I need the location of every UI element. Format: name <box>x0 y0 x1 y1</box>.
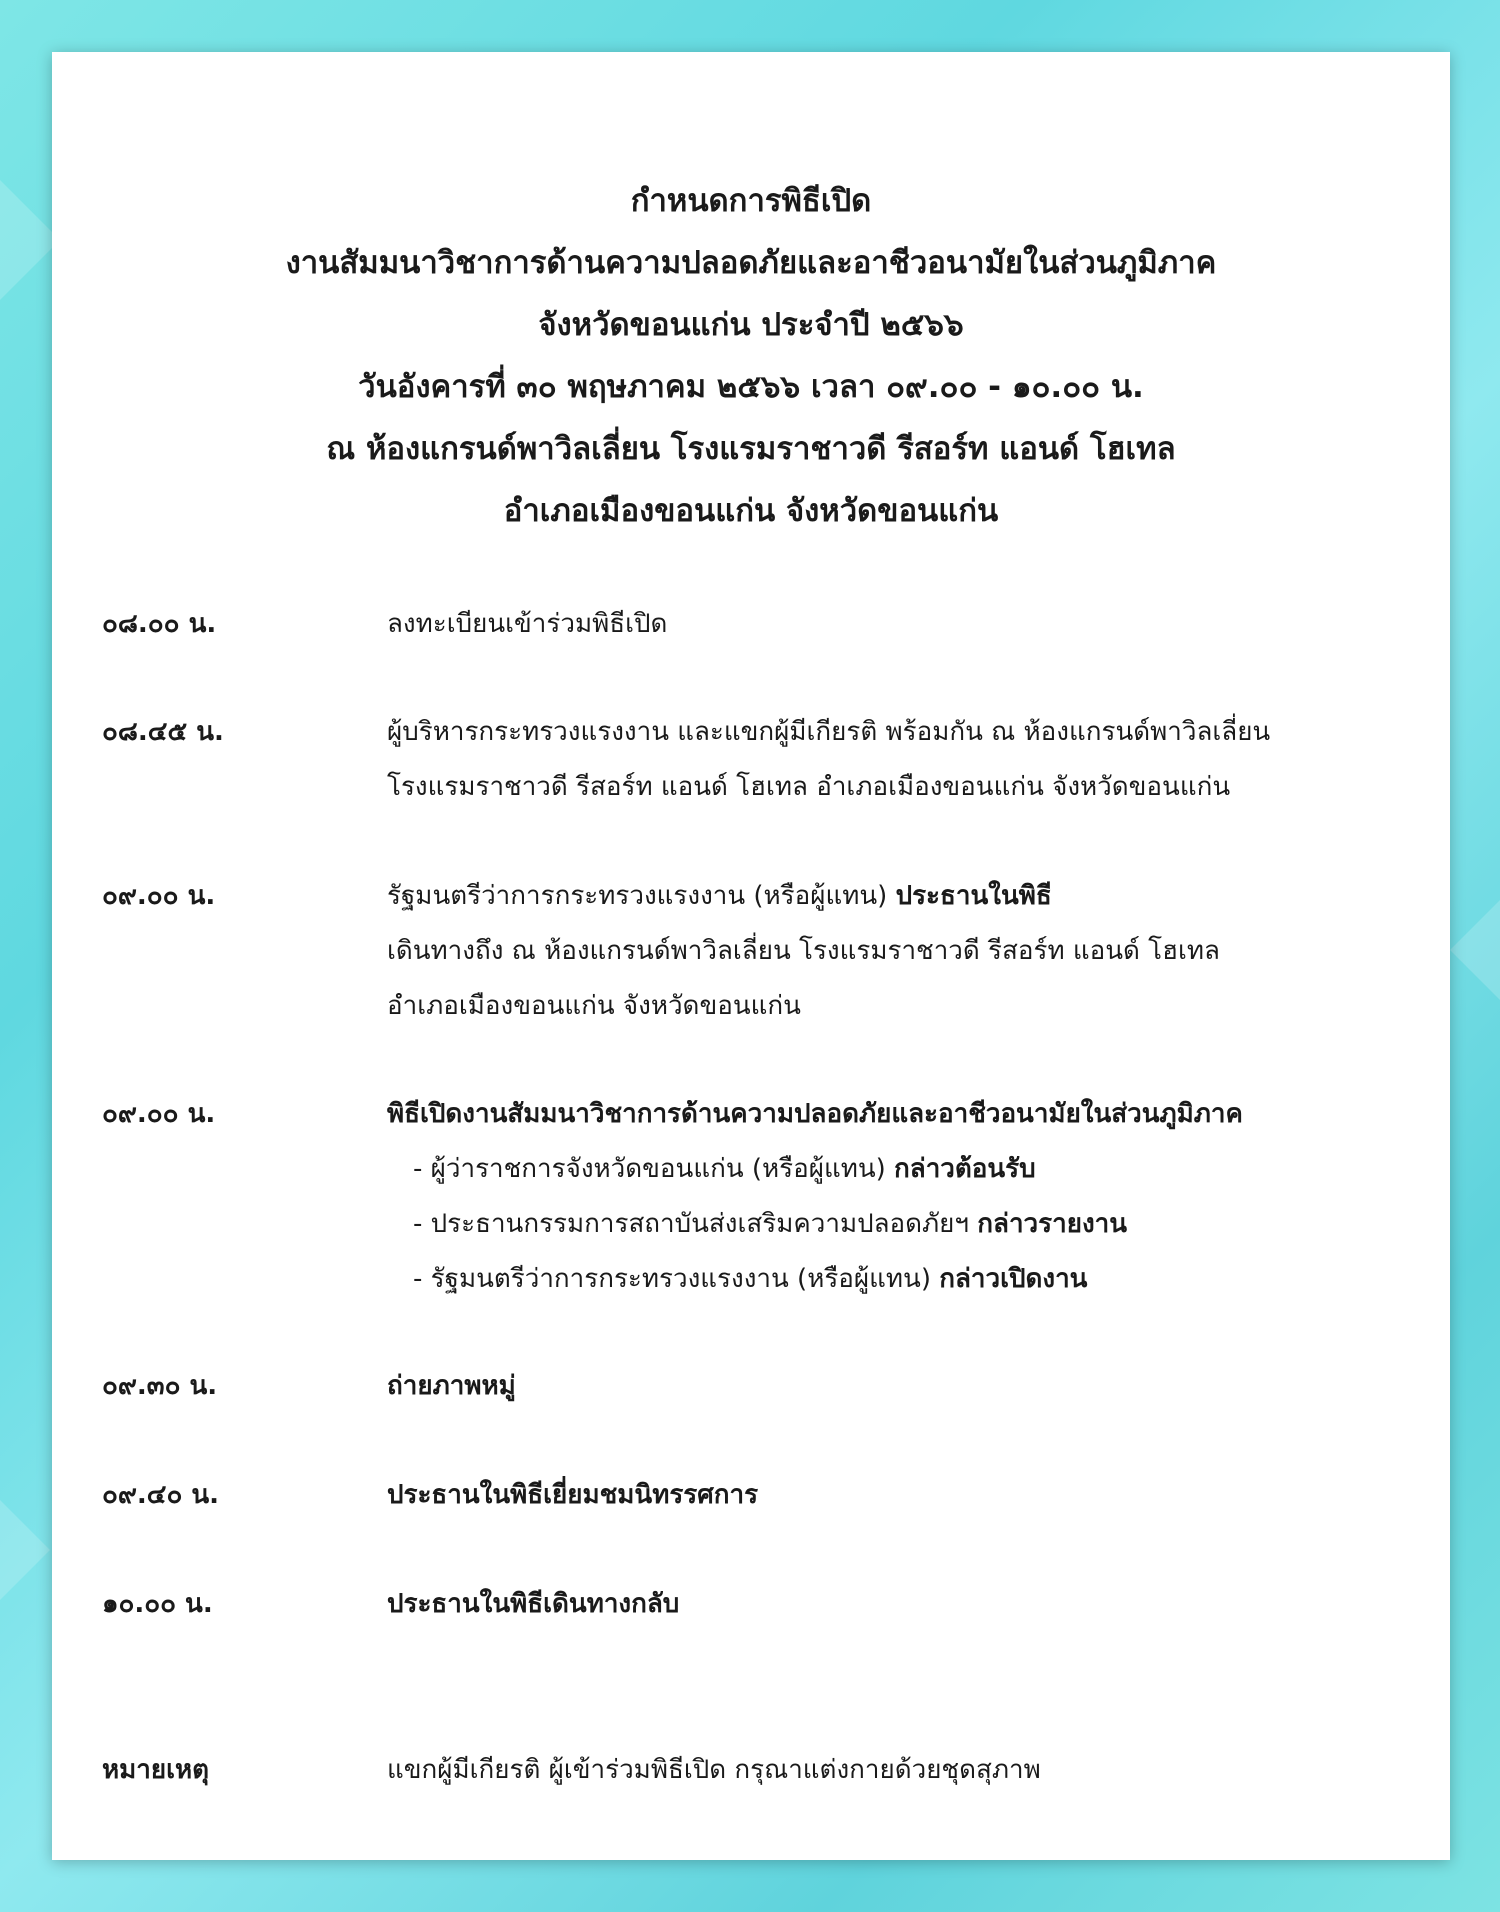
document-title: กำหนดการพิธีเปิด <box>630 183 872 219</box>
line-bold-text: กล่าวเปิดงาน <box>939 1264 1088 1294</box>
line-bold-text: กล่าวต้อนรับ <box>894 1154 1036 1184</box>
agenda-line <box>387 869 1427 924</box>
agenda-line <box>387 705 1427 760</box>
line-bold-text: ถ่ายภาพหมู่ <box>387 1371 516 1401</box>
line-bold-text: กล่าวรายงาน <box>977 1209 1128 1239</box>
line-text: - ผู้ว่าราชการจังหวัดขอนแก่น (หรือผู้แทน) <box>413 1154 895 1184</box>
event-date-time: วันอังคารที่ ๓๐ พฤษภาคม ๒๕๖๖ เวลา ๐๙.๐๐ - ๑๐.๐๐ น. <box>358 369 1144 405</box>
agenda-subitem <box>387 1252 1427 1307</box>
line-text: รัฐมนตรีว่าการกระทรวงแรงงาน (หรือผู้แทน) <box>387 881 896 911</box>
agenda-line <box>387 1468 1427 1523</box>
event-venue: ณ ห้องแกรนด์พาวิลเลี่ยน โรงแรมราชาวดี รีสอร์ท แอนด์ โฮเทล <box>326 431 1176 467</box>
agenda-time: ๐๙.๐๐ น. <box>102 881 216 911</box>
agenda-line <box>387 760 1427 815</box>
agenda-subitem <box>387 1197 1427 1252</box>
agenda-description <box>387 1468 1427 1523</box>
line-text: แขกผู้มีเกียรติ ผู้เข้าร่วมพิธีเปิด กรุณาแต่งกายด้วยชุดสุภาพ <box>387 1755 1041 1785</box>
line-text: ลงทะเบียนเข้าร่วมพิธีเปิด <box>387 609 668 639</box>
line-bold-text: พิธีเปิดงานสัมมนาวิชาการด้านความปลอดภัยและอาชีวอนามัยในส่วนภูมิภาค <box>387 1099 1243 1129</box>
agenda-description <box>387 869 1427 1034</box>
line-text: อำเภอเมืองขอนแก่น จังหวัดขอนแก่น <box>387 991 801 1021</box>
line-text: - ประธานกรรมการสถาบันส่งเสริมความปลอดภัยฯ <box>413 1209 978 1239</box>
agenda-line <box>387 979 1427 1034</box>
event-province-year: จังหวัดขอนแก่น ประจำปี ๒๕๖๖ <box>538 307 964 343</box>
document-header <box>52 170 1450 542</box>
agenda-time: ๐๙.๓๐ น. <box>102 1371 218 1401</box>
line-text: - รัฐมนตรีว่าการกระทรวงแรงงาน (หรือผู้แทน) <box>413 1264 940 1294</box>
remark-label: หมายเหตุ <box>102 1755 210 1785</box>
line-bold-text: ประธานในพิธี <box>895 881 1052 911</box>
agenda-description <box>387 1359 1427 1414</box>
line-bold-text: ประธานในพิธีเดินทางกลับ <box>387 1589 680 1619</box>
line-bold-text: ประธานในพิธีเยี่ยมชมนิทรรศการ <box>387 1480 759 1510</box>
agenda-line <box>387 924 1427 979</box>
agenda-line <box>387 1743 1427 1798</box>
agenda-description <box>387 705 1427 815</box>
agenda-time: ๐๘.๐๐ น. <box>102 609 217 639</box>
line-text: เดินทางถึง ณ ห้องแกรนด์พาวิลเลี่ยน โรงแรมราชาวดี รีสอร์ท แอนด์ โฮเทล <box>387 936 1220 966</box>
agenda-line <box>387 1577 1427 1632</box>
agenda-time: ๑๐.๐๐ น. <box>102 1589 213 1619</box>
agenda-description <box>387 1743 1427 1798</box>
document-page <box>52 52 1450 1860</box>
agenda-description <box>387 1087 1427 1307</box>
agenda-time: ๐๙.๔๐ น. <box>102 1480 220 1510</box>
line-text: ผู้บริหารกระทรวงแรงงาน และแขกผู้มีเกียรติ พร้อมกัน ณ ห้องแกรนด์พาวิลเลี่ยน <box>387 717 1271 747</box>
event-location: อำเภอเมืองขอนแก่น จังหวัดขอนแก่น <box>503 493 999 529</box>
line-text: โรงแรมราชาวดี รีสอร์ท แอนด์ โฮเทล อำเภอเมืองขอนแก่น จังหวัดขอนแก่น <box>387 772 1231 802</box>
agenda-subitem <box>387 1142 1427 1197</box>
event-name: งานสัมมนาวิชาการด้านความปลอดภัยและอาชีวอนามัยในส่วนภูมิภาค <box>285 245 1217 281</box>
agenda-line <box>387 597 1427 652</box>
agenda-description <box>387 597 1427 652</box>
agenda-time: ๐๙.๐๐ น. <box>102 1099 216 1129</box>
agenda-time: ๐๘.๔๕ น. <box>102 717 224 747</box>
agenda-line <box>387 1087 1427 1142</box>
agenda-description <box>387 1577 1427 1632</box>
agenda-line <box>387 1359 1427 1414</box>
